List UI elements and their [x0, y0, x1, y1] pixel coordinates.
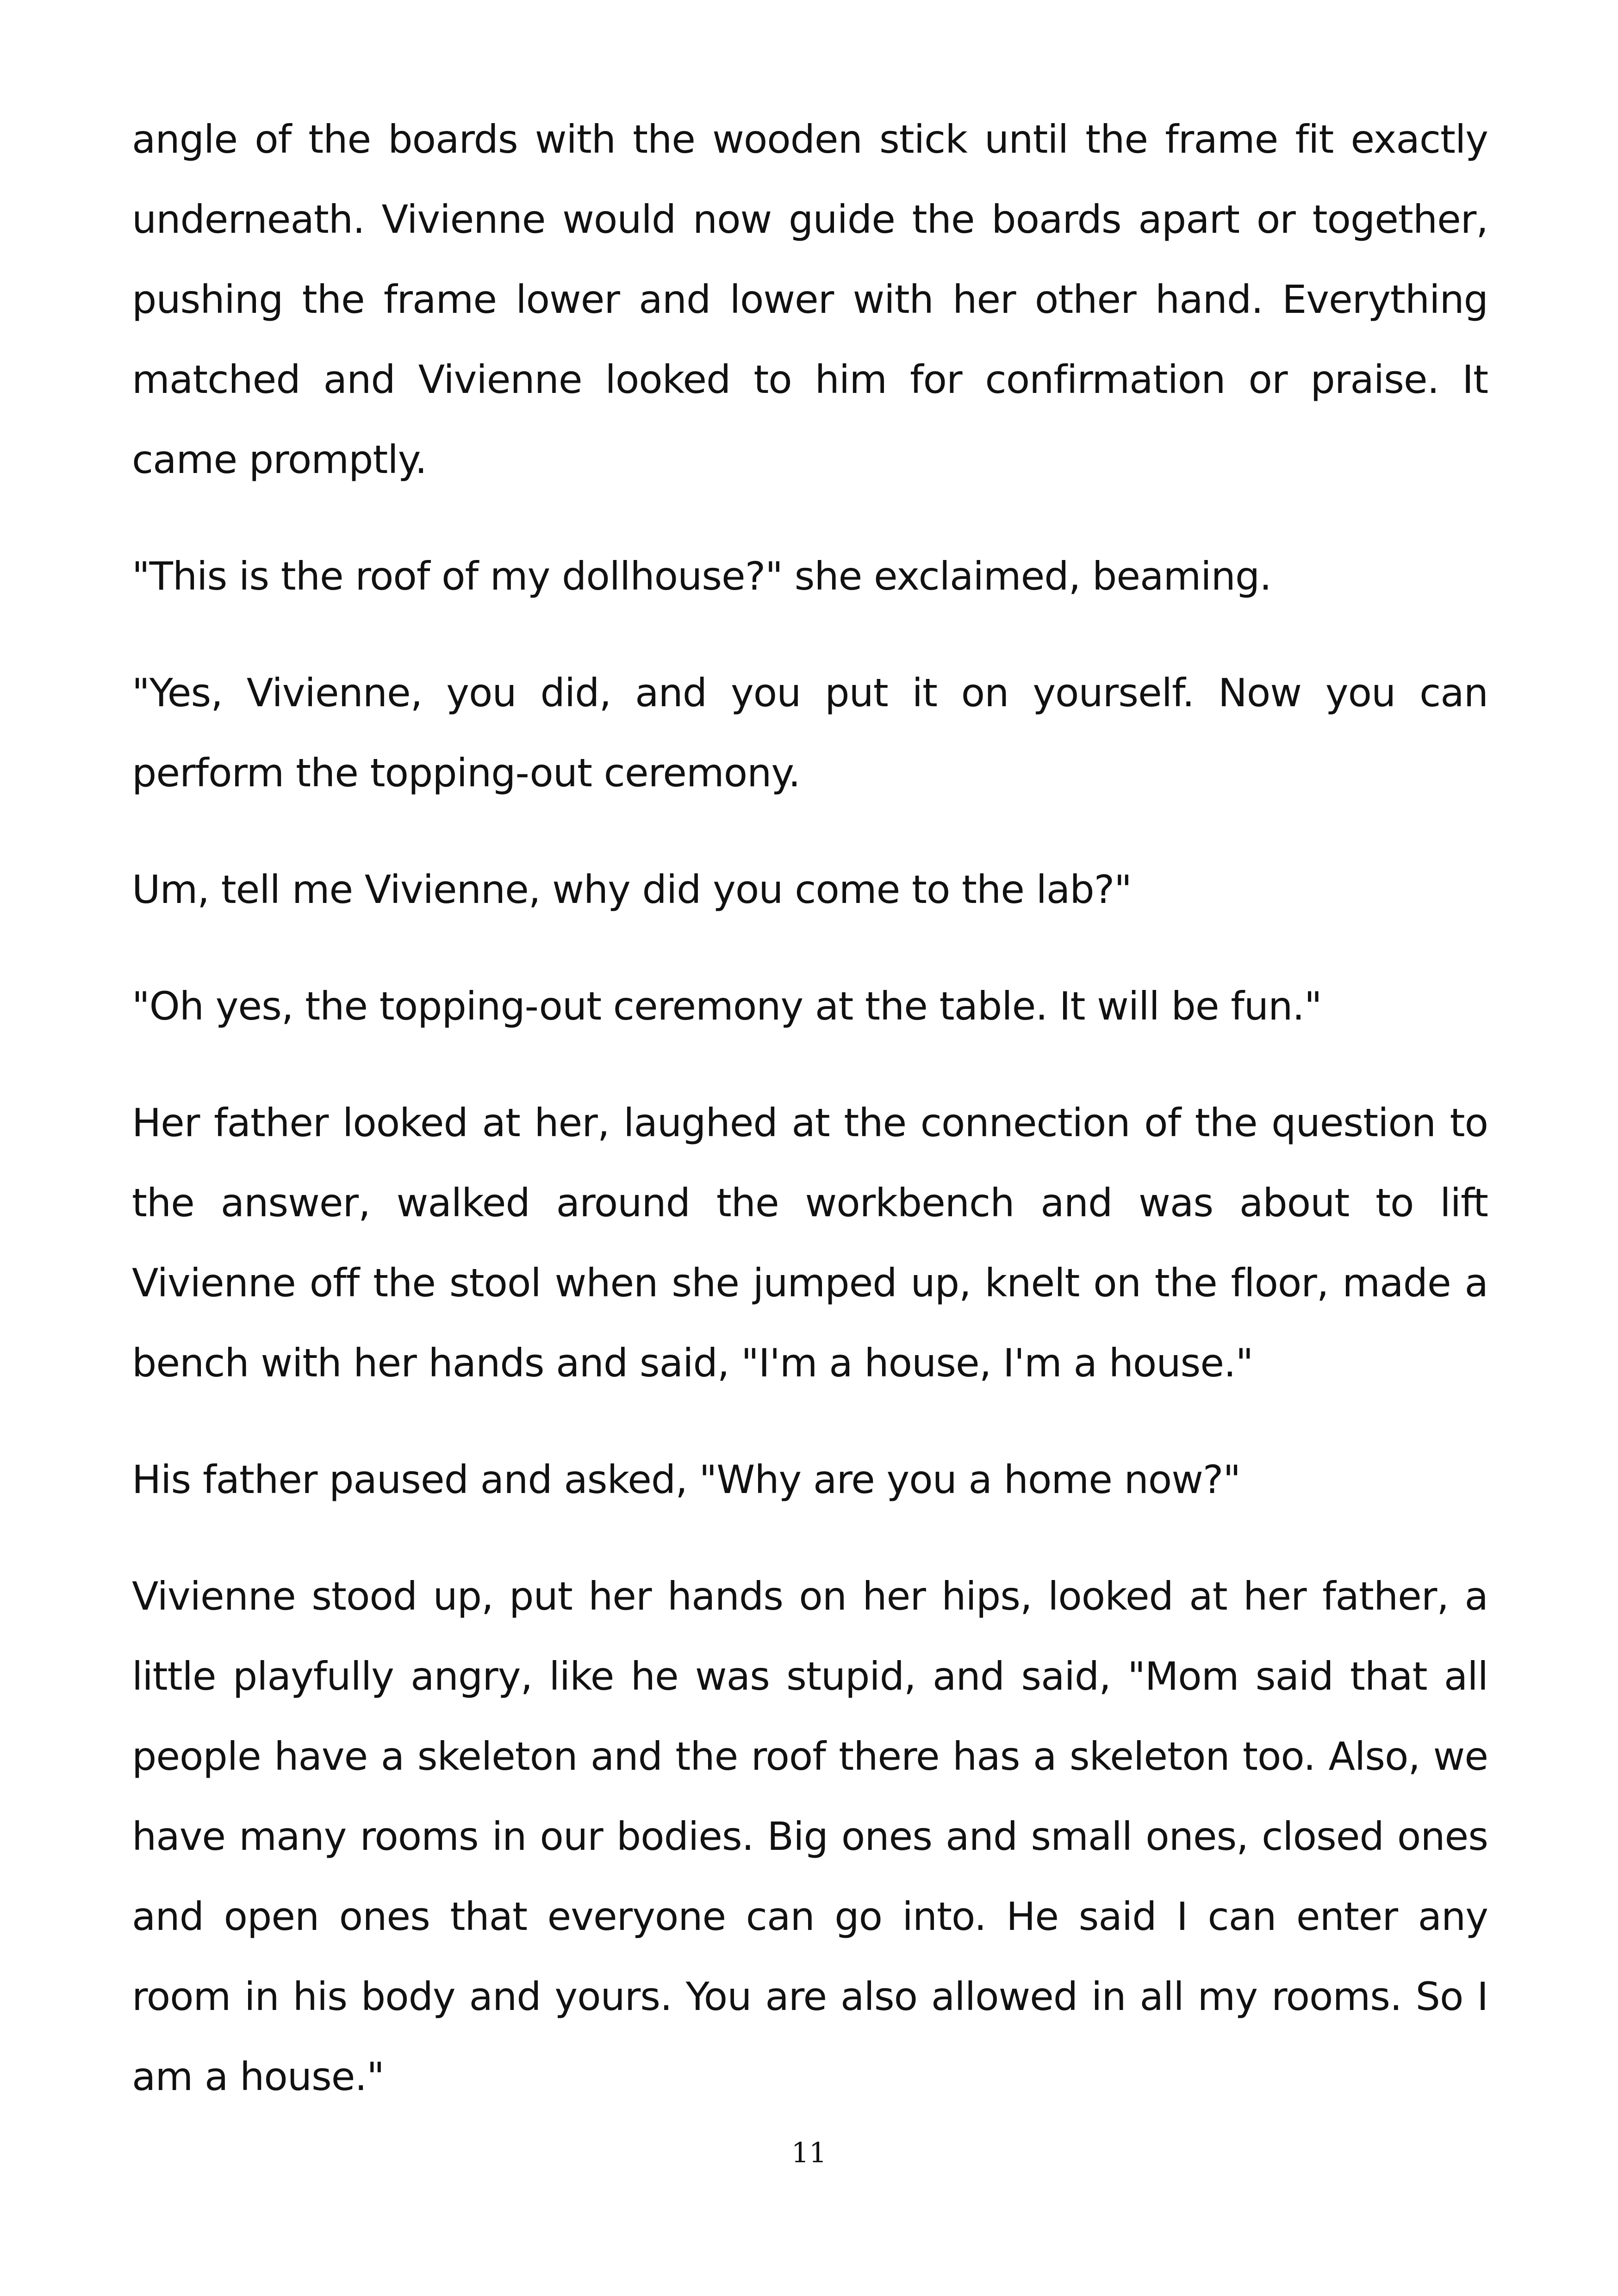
paragraph: "Oh yes, the topping-out ceremony at the table. It will be fun." — [132, 983, 1322, 1029]
body-text — [132, 100, 1488, 2153]
page-number: 11 — [791, 2137, 827, 2169]
paragraph: "This is the roof of my dollhouse?" she exclaimed, beaming. — [132, 554, 1271, 599]
paragraph: angle of the boards with the wooden stick until the frame fit exactly underneath. Vivienne would now guide the boards apart or together, pushing the frame lower and lower with her other hand. Everything matched and Vivienne looked to him for confirmation or praise. It came promptly. — [132, 117, 1488, 482]
paragraph: "Yes, Vivienne, you did, and you put it on yourself. Now you can perform the topping-out ceremony. — [132, 670, 1488, 796]
paragraph: Her father looked at her, laughed at the connection of the question to the answer, walked around the workbench and was about to lift Vivienne off the stool when she jumped up, knelt on the floor, made a bench with her hands and said, "I'm a house, I'm a house." — [132, 1100, 1488, 1386]
paragraph: His father paused and asked, "Why are you a home now?" — [132, 1457, 1241, 1502]
paragraph: Vivienne stood up, put her hands on her hips, looked at her father, a little playfully angry, like he was stupid, and said, "Mom said that all people have a skeleton and the roof there has a skeleton too. Also, we have many rooms in our bodies. Big ones and small ones, closed ones and open ones that everyone can go into. He said I can enter any room in his body and yours. You are also allowed in all my rooms. So I am a house." — [132, 1574, 1488, 2099]
paragraph: Um, tell me Vivienne, why did you come to the lab?" — [132, 867, 1132, 912]
